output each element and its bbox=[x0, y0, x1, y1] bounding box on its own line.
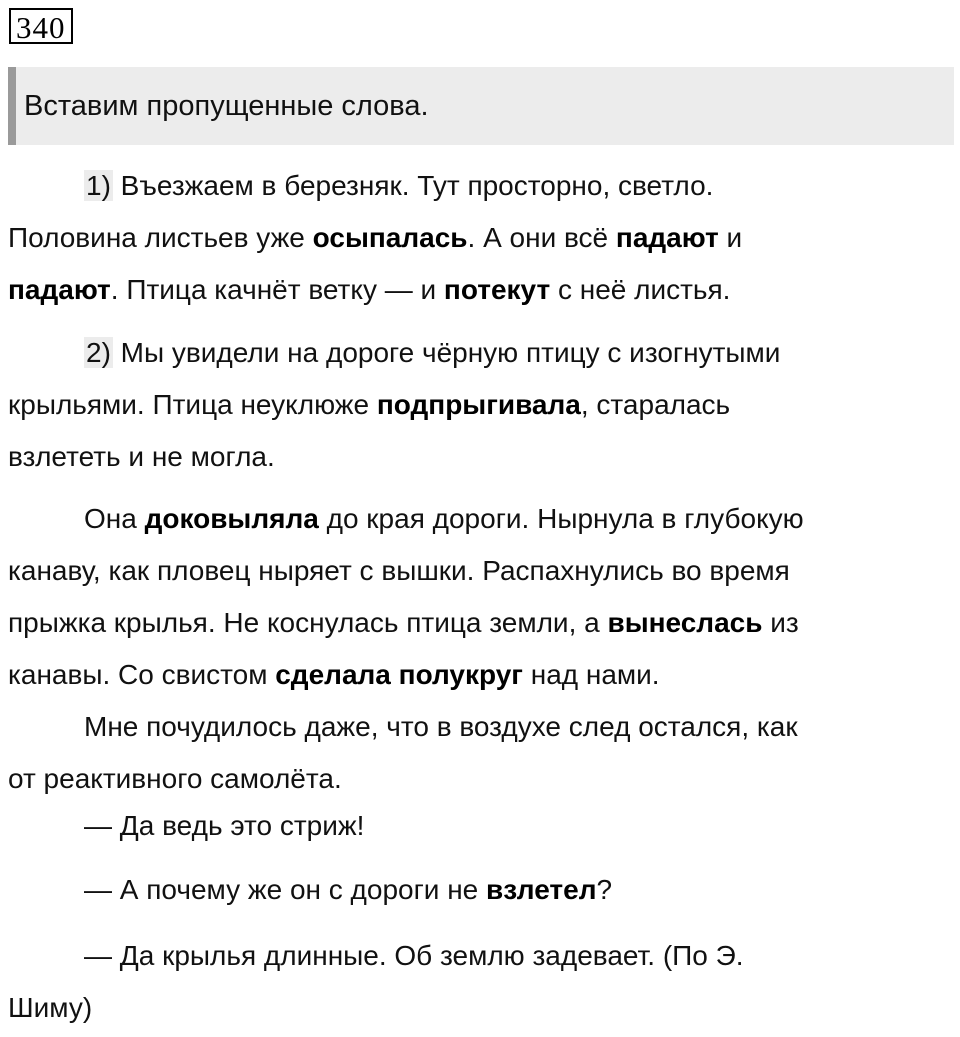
text-run: Мне почудилось даже, что в воздухе след остался, как bbox=[84, 711, 798, 742]
text-run: — А почему же он с дороги не bbox=[84, 874, 487, 905]
paragraph-line bbox=[8, 493, 958, 545]
paragraph-line bbox=[8, 431, 958, 483]
inserted-word: потекут bbox=[443, 274, 551, 305]
paragraph-line bbox=[8, 160, 958, 212]
inserted-word: падают bbox=[615, 222, 719, 253]
item-marker-1: 1) bbox=[86, 170, 111, 201]
instruction-text: Вставим пропущенные слова. bbox=[24, 90, 429, 122]
text-run: Она bbox=[84, 503, 145, 534]
text-run: и bbox=[718, 222, 743, 253]
text-run: Половина листьев уже bbox=[8, 222, 313, 253]
text-run: канаву, как пловец ныряет с вышки. Распахнулись во время bbox=[8, 555, 790, 586]
paragraph-2 bbox=[8, 327, 958, 483]
paragraph-line bbox=[8, 753, 958, 805]
text-run: Шиму) bbox=[8, 992, 93, 1023]
inserted-word: взлетел bbox=[486, 874, 597, 905]
paragraph-line bbox=[8, 264, 958, 316]
paragraph-line bbox=[8, 597, 958, 649]
dialogue-2 bbox=[8, 864, 958, 916]
text-run: — Да ведь это стриж! bbox=[84, 810, 365, 841]
paragraph-1 bbox=[8, 160, 958, 316]
text-run: над нами. bbox=[522, 659, 660, 690]
instruction-banner bbox=[8, 67, 954, 145]
inserted-word: сделала полукруг bbox=[275, 659, 523, 690]
paragraph-line bbox=[8, 649, 958, 701]
item-marker-2: 2) bbox=[86, 337, 111, 368]
paragraph-line bbox=[8, 800, 958, 852]
dialogue-3 bbox=[8, 930, 958, 1034]
paragraph-line bbox=[8, 864, 958, 916]
paragraph-line bbox=[8, 701, 958, 753]
text-run: прыжка крылья. Не коснулась птица земли, а bbox=[8, 607, 608, 638]
inserted-word: осыпалась bbox=[312, 222, 468, 253]
paragraph-line bbox=[8, 379, 958, 431]
inserted-word: подпрыгивала bbox=[376, 389, 581, 420]
text-run: крыльями. Птица неуклюже bbox=[8, 389, 377, 420]
text-run: от реактивного самолёта. bbox=[8, 763, 342, 794]
text-run: , старалась bbox=[580, 389, 731, 420]
text-run: . Птица качнёт ветку — и bbox=[110, 274, 444, 305]
dialogue-1 bbox=[8, 800, 958, 852]
paragraph-line bbox=[8, 545, 958, 597]
banner-accent-bar bbox=[8, 67, 16, 145]
inserted-word: падают bbox=[8, 274, 111, 305]
text-run: Мы увидели на дороге чёрную птицу с изогнутыми bbox=[112, 337, 781, 368]
paragraph-line bbox=[8, 982, 958, 1034]
text-run: с неё листья. bbox=[550, 274, 731, 305]
paragraph-line bbox=[8, 930, 958, 982]
text-run: до края дороги. Нырнула в глубокую bbox=[318, 503, 804, 534]
text-run: Въезжаем в березняк. Тут просторно, светло. bbox=[112, 170, 714, 201]
inserted-word: доковыляла bbox=[144, 503, 319, 534]
text-run: ? bbox=[596, 874, 613, 905]
paragraph-line bbox=[8, 327, 958, 379]
text-run: из bbox=[762, 607, 799, 638]
text-run: — Да крылья длинные. Об землю задевает. (По Э. bbox=[84, 940, 744, 971]
text-run: . А они всё bbox=[467, 222, 616, 253]
inserted-word: вынеслась bbox=[607, 607, 763, 638]
paragraph-3 bbox=[8, 493, 958, 805]
text-run: взлететь и не могла. bbox=[8, 441, 275, 472]
text-run: канавы. Со свистом bbox=[8, 659, 276, 690]
task-number-box: 340 bbox=[9, 8, 73, 44]
paragraph-line bbox=[8, 212, 958, 264]
